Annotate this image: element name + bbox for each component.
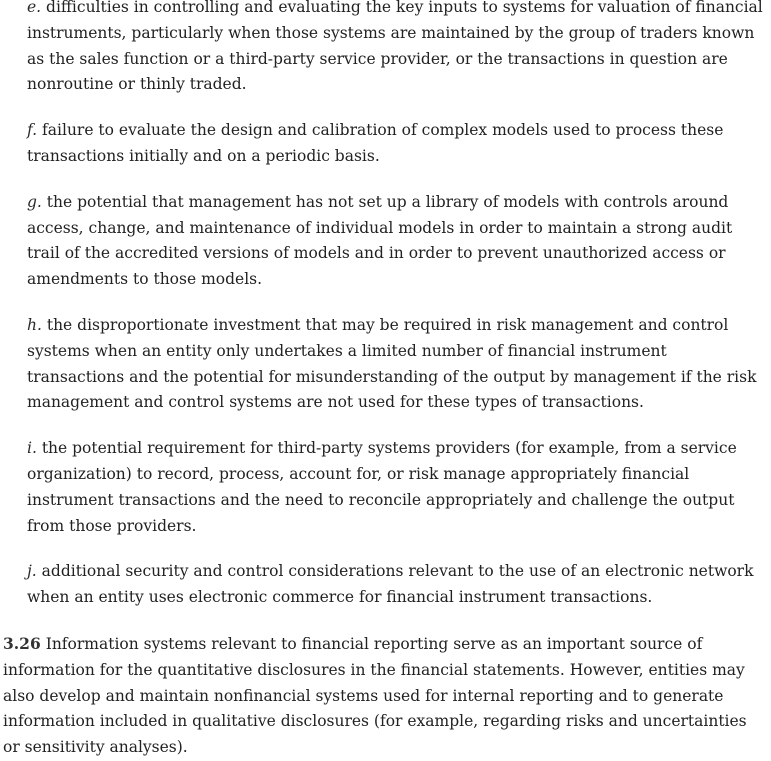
- list-marker: j.: [27, 562, 37, 581]
- list-marker: f.: [27, 121, 38, 140]
- list-item-e: [27, 0, 767, 98]
- list-item-text: the potential requirement for third-party systems providers (for example, from a service organization) to record, process, account for, or risk manage appropriately financial instrument transactions and the need to reconcile appropriately and challenge the output from those providers.: [27, 439, 737, 535]
- list-item-i: [27, 436, 767, 539]
- list-marker: i.: [27, 439, 37, 458]
- list-item-f: [27, 118, 767, 170]
- list-item-g: [27, 190, 767, 293]
- paragraph-text: Information systems relevant to financial reporting serve as an important source of information for the quantitative disclosures in the financial statements. However, entities may also develop and maintain nonfinancial systems used for internal reporting and to generate information included in qualitative disclosures (for example, regarding risks and uncertainties or sensitivity analyses).: [3, 634, 747, 757]
- list-marker: h.: [27, 315, 42, 334]
- list-marker: g.: [27, 192, 42, 211]
- list-item-text: difficulties in controlling and evaluating the key inputs to systems for valuation of financial instruments, particularly when those systems are maintained by the group of traders known as the sales function or a third-party service provider, or the transactions in question are nonroutine or thinly traded.: [27, 0, 763, 94]
- list-marker: e.: [27, 0, 42, 16]
- list-item-text: additional security and control considerations relevant to the use of an electronic network when an entity uses electronic commerce for financial instrument transactions.: [27, 562, 754, 607]
- paragraph-3-26: [3, 631, 767, 761]
- list-item-text: the potential that management has not set up a library of models with controls around access, change, and maintenance of individual models in order to maintain a strong audit trail of the accredited versions of models and in order to prevent unauthorized access or amendments to those models.: [27, 192, 733, 289]
- list-item-h: [27, 313, 767, 416]
- list-item-text: the disproportionate investment that may be required in risk management and control systems when an entity only undertakes a limited number of financial instrument transactions and the potential for misunderstanding of the output by management if the risk management and control systems are not used for these types of transactions.: [27, 315, 757, 412]
- paragraph-number: 3.26: [3, 633, 41, 653]
- list-item-text: failure to evaluate the design and calibration of complex models used to process these transactions initially and on a periodic basis.: [27, 121, 724, 165]
- list-item-j: [27, 559, 767, 611]
